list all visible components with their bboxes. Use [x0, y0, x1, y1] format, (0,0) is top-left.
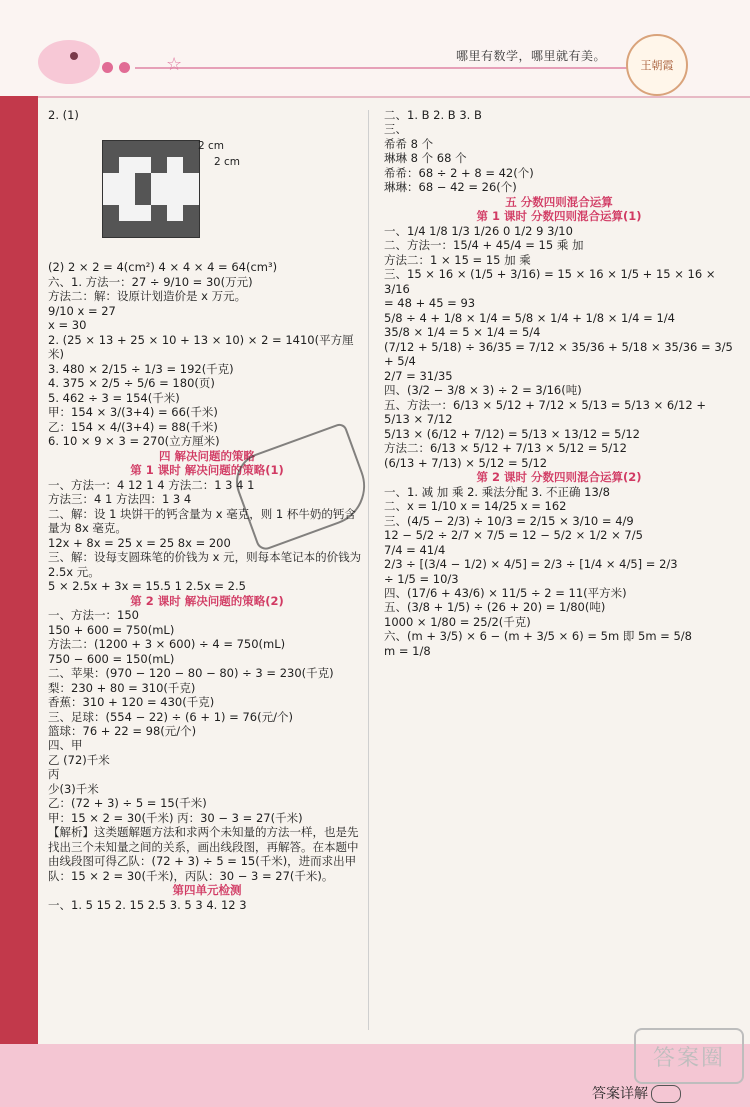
- line: 六、1. 方法一：27 ÷ 9/10 = 30(万元): [48, 274, 253, 289]
- header-dots: [102, 62, 130, 73]
- line: 甲：15 × 2 = 30(千米) 丙：30 − 3 = 27(千米): [48, 810, 303, 825]
- brand-badge: 王朝霞: [626, 34, 688, 96]
- line: 一、方法一：4 12 1 4 方法二：1 3 4 1: [48, 477, 255, 492]
- watermark-logo: 答案圈: [634, 1028, 744, 1084]
- line: 方法三：4 1 方法四：1 3 4: [48, 492, 192, 507]
- line: 五、(3/8 + 1/5) ÷ (26 + 20) = 1/80(吨): [384, 600, 606, 615]
- lesson-title: 第 2 课时 解决问题的策略(2): [130, 593, 284, 608]
- mascot-eye: [70, 52, 78, 60]
- line: 三、(4/5 − 2/3) ÷ 10/3 = 2/15 × 3/10 = 4/9: [384, 513, 634, 528]
- page-number-pill: [651, 1085, 681, 1103]
- line: 3. 480 × 2/15 ÷ 1/3 = 192(千克): [48, 361, 234, 376]
- line: 12 − 5/2 ÷ 2/7 × 7/5 = 12 − 5/2 × 1/2 × 7/5: [384, 528, 643, 543]
- line: 五、方法一：6/13 × 5/12 + 7/12 × 5/13 = 5/13 × 6/12 + 5/13 × 7/12: [384, 397, 706, 427]
- line: 5/13 × (6/12 + 7/12) = 5/13 × 13/12 = 5/12: [384, 426, 640, 441]
- line: 三、解：设每支圆珠笔的价钱为 x 元，则每本笔记本的价钱为 2.5x 元。: [48, 550, 362, 579]
- line: 四、(3/2 − 3/8 × 3) ÷ 2 = 3/16(吨): [384, 383, 582, 398]
- line: 35/8 × 1/4 = 5 × 1/4 = 5/4: [384, 325, 541, 340]
- line: 梨：230 + 80 = 310(千克): [48, 680, 196, 695]
- mascot-icon: [38, 40, 100, 84]
- line: 方法二：(1200 + 3 × 600) ÷ 4 = 750(mL): [48, 637, 286, 652]
- shaded-grid-figure: [102, 140, 200, 238]
- line: ÷ 1/5 = 10/3: [384, 571, 459, 586]
- line: 丙: [48, 767, 60, 782]
- line: 四、(17/6 + 43/6) × 11/5 ÷ 2 = 11(平方米): [384, 585, 627, 600]
- line: 5. 462 ÷ 3 = 154(千米): [48, 390, 180, 405]
- line: 乙：(72 + 3) ÷ 5 = 15(千米): [48, 796, 207, 811]
- column-divider: [368, 110, 369, 1030]
- line: 一、1. 5 15 2. 15 2.5 3. 5 3 4. 12 3: [48, 897, 247, 912]
- line: 三、足球：(554 − 22) ÷ (6 + 1) = 76(元/个): [48, 709, 293, 724]
- header-line: [135, 67, 635, 69]
- analysis-text: 【解析】这类题解题方法和求两个未知量的方法一样，也是先找出三个未知量之间的关系，画出线段图，再解答。在本题中由线段图可得乙队：(72 + 3) ÷ 5 = 15(千米)，进而求出甲队：15 × 2 = 30(千米)，丙队：30 − 3 = 27(千米)。: [48, 825, 359, 883]
- line: 一、1/4 1/8 1/3 1/26 0 1/2 9 3/10: [384, 223, 573, 238]
- line: 琳琳：68 − 42 = 26(个): [384, 180, 517, 195]
- grid-label-top: 2 cm: [198, 140, 225, 153]
- footer-label: [592, 1083, 681, 1103]
- line: 1000 × 1/80 = 25/2(千克): [384, 614, 531, 629]
- line: (7/12 + 5/18) ÷ 36/35 = 7/12 × 35/36 + 5/18 × 35/36 = 3/5 + 5/4: [384, 339, 733, 369]
- line: x = 30: [48, 318, 87, 333]
- line: 4. 375 × 2/5 ÷ 5/6 = 180(页): [48, 376, 215, 391]
- line: 乙 (72)千米: [48, 752, 110, 767]
- line: 篮球：76 + 22 = 98(元/个): [48, 723, 197, 738]
- line: 2. (25 × 13 + 25 × 10 + 13 × 10) × 2 = 1410(平方厘米): [48, 332, 354, 362]
- line: 7/4 = 41/4: [384, 542, 446, 557]
- line: 方法二：6/13 × 5/12 + 7/13 × 5/12 = 5/12: [384, 441, 627, 456]
- line: 方法二：1 × 15 = 15 加 乘: [384, 252, 531, 267]
- line: 方法二：解：设原计划造价是 x 万元。: [48, 289, 247, 304]
- line: = 48 + 45 = 93: [384, 296, 476, 311]
- section-title: 四 解决问题的策略: [158, 448, 255, 463]
- grid-label-right: 2 cm: [214, 156, 241, 169]
- page-header: [0, 0, 750, 98]
- line: 二、解：设 1 块饼干的钙含量为 x 毫克，则 1 杯牛奶的钙含量为 8x 毫克。: [48, 506, 356, 536]
- lesson-title: 第 2 课时 分数四则混合运算(2): [476, 470, 642, 485]
- line: (2) 2 × 2 = 4(cm²) 4 × 4 × 4 = 64(cm³): [48, 260, 278, 275]
- line: 5 × 2.5x + 3x = 15.5 1 2.5x = 2.5: [48, 579, 246, 594]
- lesson-title: 第 1 课时 分数四则混合运算(1): [476, 209, 642, 224]
- line: 2. (1): [48, 108, 79, 122]
- line: 希希 8 个: [384, 136, 434, 151]
- right-column: [384, 108, 734, 658]
- line: 2/7 = 31/35: [384, 368, 453, 383]
- lesson-title: 第 1 课时 解决问题的策略(1): [130, 463, 284, 478]
- line: 二、方法一：15/4 + 45/4 = 15 乘 加: [384, 238, 584, 253]
- line: 少(3)千米: [48, 781, 99, 796]
- line: 三、: [384, 122, 407, 137]
- line: 二、1. B 2. B 3. B: [384, 108, 482, 122]
- line: 150 + 600 = 750(mL): [48, 622, 175, 637]
- line: 一、1. 减 加 乘 2. 乘法分配 3. 不正确 13/8: [384, 484, 610, 499]
- line: 750 − 600 = 150(mL): [48, 651, 175, 666]
- line: (6/13 + 7/13) × 5/12 = 5/12: [384, 455, 548, 470]
- unit-test-title: 第四单元检测: [172, 883, 242, 898]
- line: 乙：154 × 4/(3+4) = 88(千米): [48, 419, 218, 434]
- left-red-bar: [0, 96, 38, 1107]
- line: 二、苹果：(970 − 120 − 80 − 80) ÷ 3 = 230(千克): [48, 666, 334, 681]
- line: 9/10 x = 27: [48, 303, 116, 318]
- line: 希希：68 ÷ 2 + 8 = 42(个): [384, 165, 534, 180]
- line: 2/3 ÷ [(3/4 − 1/2) × 4/5] = 2/3 ÷ [1/4 × 4/5] = 2/3: [384, 557, 678, 572]
- line: m = 1/8: [384, 643, 431, 658]
- line: 5/8 ÷ 4 + 1/8 × 1/4 = 5/8 × 1/4 + 1/8 × 1/4 = 1/4: [384, 310, 675, 325]
- line: 一、方法一：150: [48, 608, 139, 623]
- star-icon: ☆: [166, 54, 183, 75]
- line: 12x + 8x = 25 x = 25 8x = 200: [48, 535, 231, 550]
- line: 四、甲: [48, 738, 83, 753]
- line: 三、15 × 16 × (1/5 + 3/16) = 15 × 16 × 1/5 + 15 × 16 × 3/16: [384, 267, 716, 296]
- line: 二、x = 1/10 x = 14/25 x = 162: [384, 499, 567, 514]
- line: 琳琳 8 个 68 个: [384, 151, 467, 166]
- header-slogan: 哪里有数学，哪里就有美。: [456, 49, 607, 63]
- line: 6. 10 × 9 × 3 = 270(立方厘米): [48, 434, 220, 449]
- line: 六、(m + 3/5) × 6 − (m + 3/5 × 6) = 5m 即 5m = 5/8: [384, 629, 692, 644]
- footer-text: 答案详解: [592, 1086, 648, 1102]
- line: 甲：154 × 3/(3+4) = 66(千米): [48, 405, 218, 420]
- section-title: 五 分数四则混合运算: [505, 194, 613, 209]
- line: 香蕉：310 + 120 = 430(千克): [48, 695, 215, 710]
